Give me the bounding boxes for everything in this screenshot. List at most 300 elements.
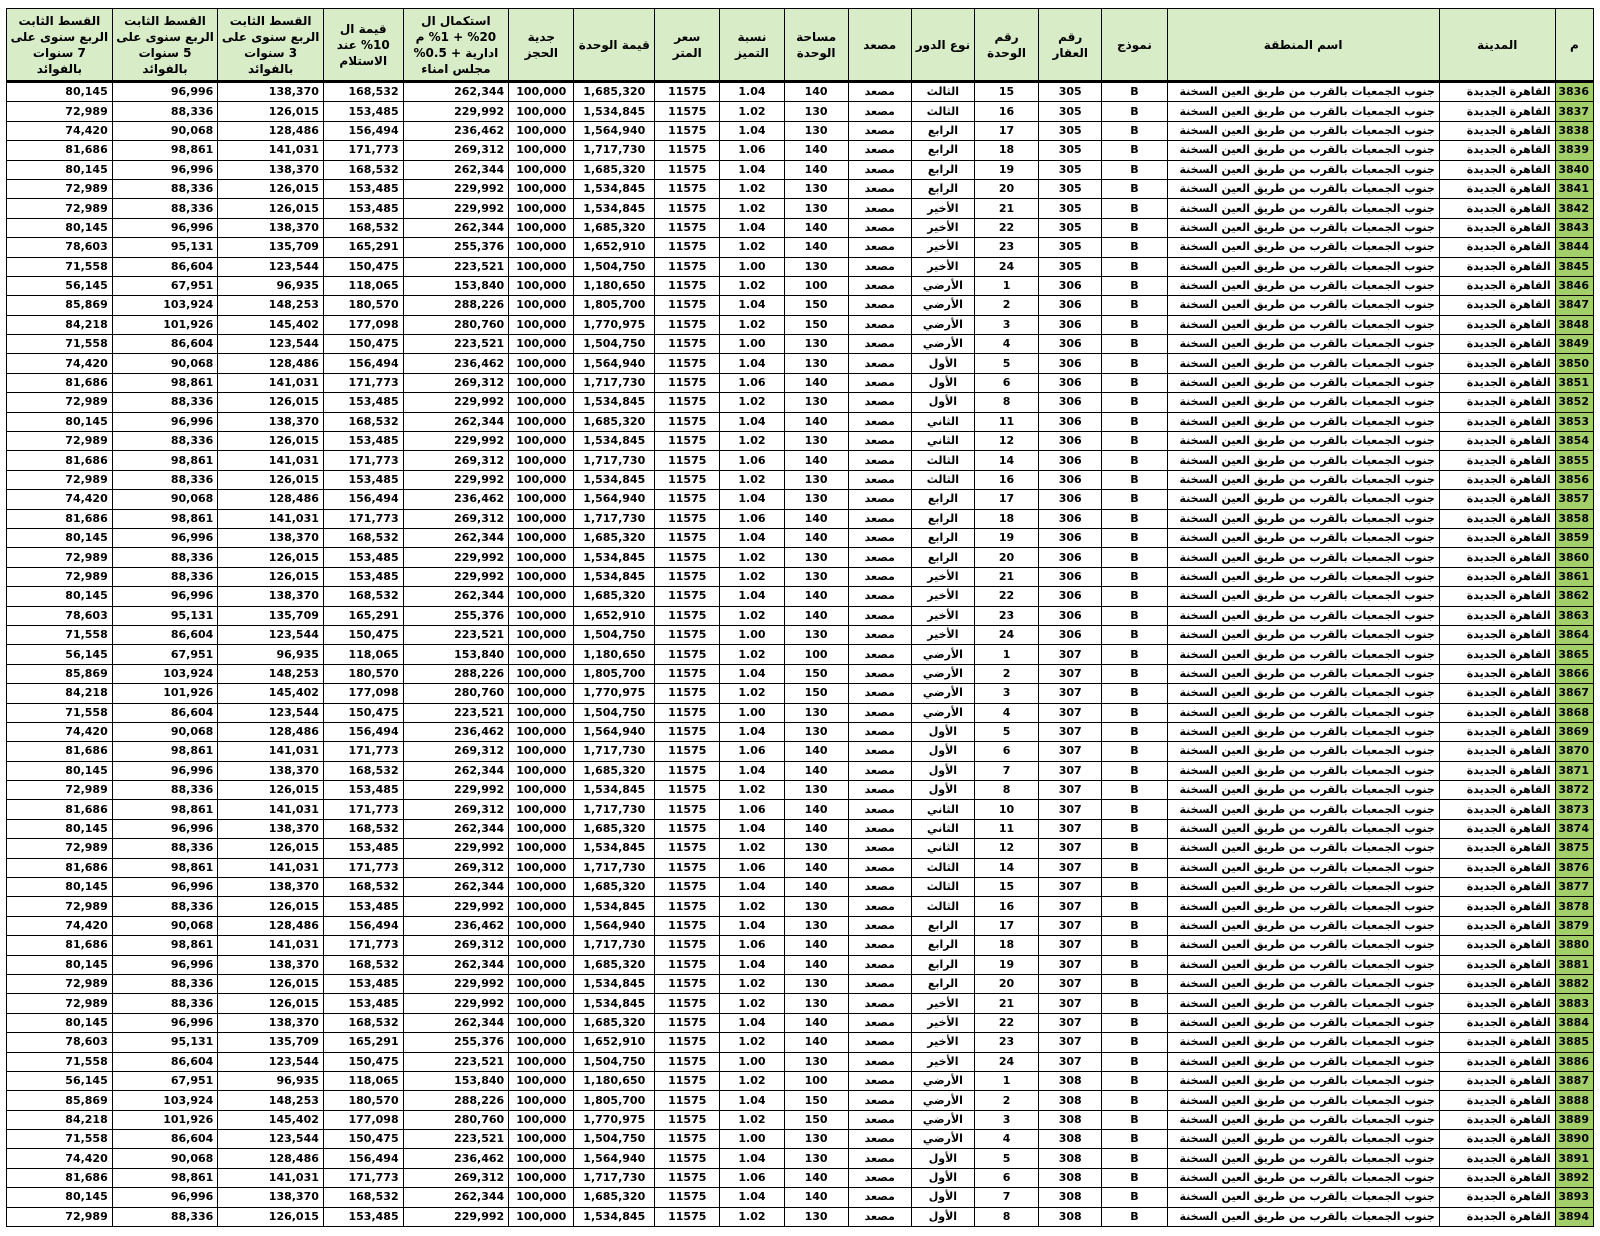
cell-city: القاهرة الجديدة [1439, 684, 1555, 703]
cell-unit-value: 1,534,845 [574, 199, 655, 218]
cell-property: 305 [1039, 160, 1102, 179]
cell-floor: الأخير [911, 199, 974, 218]
cell-elevator: مصعد [848, 955, 911, 974]
cell-area: جنوب الجمعيات بالقرب من طريق العين السخنة [1167, 315, 1439, 334]
cell-meter-price: 11575 [655, 974, 720, 993]
cell-city: القاهرة الجديدة [1439, 878, 1555, 897]
cell-unit: 20 [974, 548, 1038, 567]
cell-installment-5y: 88,336 [112, 567, 218, 586]
cell-floor: الأول [911, 742, 974, 761]
cell-booking: 100,000 [509, 432, 574, 451]
cell-receipt: 156,494 [323, 1149, 403, 1168]
cell-premium: 1.04 [720, 121, 784, 140]
cell-completion: 262,344 [403, 819, 509, 838]
cell-completion: 223,521 [403, 335, 509, 354]
cell-premium: 1.02 [720, 645, 784, 664]
cell-receipt: 171,773 [323, 800, 403, 819]
cell-unit-value: 1,717,730 [574, 509, 655, 528]
cell-model: B [1102, 1033, 1167, 1052]
cell-installment-3y: 138,370 [218, 1013, 324, 1032]
cell-unit-value: 1,685,320 [574, 1013, 655, 1032]
cell-completion: 262,344 [403, 218, 509, 237]
cell-elevator: مصعد [848, 179, 911, 198]
cell-installment-5y: 103,924 [112, 296, 218, 315]
cell-unit: 2 [974, 664, 1038, 683]
cell-installment-3y: 135,709 [218, 1033, 324, 1052]
cell-booking: 100,000 [509, 1110, 574, 1129]
cell-unit: 5 [974, 354, 1038, 373]
cell-meter-price: 11575 [655, 761, 720, 780]
cell-booking: 100,000 [509, 1091, 574, 1110]
cell-receipt: 153,485 [323, 974, 403, 993]
cell-unit: 10 [974, 800, 1038, 819]
cell-size: 130 [784, 1207, 848, 1226]
cell-unit-value: 1,534,845 [574, 1207, 655, 1226]
cell-premium: 1.04 [720, 878, 784, 897]
cell-unit: 6 [974, 742, 1038, 761]
header-receipt: قيمة ال 10% عند الاستلام [323, 9, 403, 82]
header-area: اسم المنطقة [1167, 9, 1439, 82]
cell-property: 307 [1039, 858, 1102, 877]
cell-completion: 262,344 [403, 528, 509, 547]
cell-premium: 1.06 [720, 858, 784, 877]
cell-installment-5y: 96,996 [112, 528, 218, 547]
cell-city: القاهرة الجديدة [1439, 82, 1555, 102]
cell-receipt: 153,485 [323, 781, 403, 800]
cell-property: 305 [1039, 218, 1102, 237]
cell-unit-value: 1,564,940 [574, 354, 655, 373]
cell-completion: 255,376 [403, 1033, 509, 1052]
cell-index: 3892 [1555, 1168, 1593, 1187]
cell-installment-7y: 56,145 [7, 645, 113, 664]
cell-area: جنوب الجمعيات بالقرب من طريق العين السخنة [1167, 393, 1439, 412]
cell-size: 130 [784, 432, 848, 451]
cell-installment-7y: 71,558 [7, 625, 113, 644]
cell-model: B [1102, 1168, 1167, 1187]
cell-unit: 14 [974, 451, 1038, 470]
cell-receipt: 168,532 [323, 1013, 403, 1032]
cell-completion: 262,344 [403, 82, 509, 102]
cell-unit-value: 1,504,750 [574, 1052, 655, 1071]
cell-unit: 20 [974, 974, 1038, 993]
cell-index: 3848 [1555, 315, 1593, 334]
cell-receipt: 180,570 [323, 1091, 403, 1110]
cell-booking: 100,000 [509, 257, 574, 276]
cell-floor: الثالث [911, 102, 974, 121]
cell-unit: 24 [974, 625, 1038, 644]
table-row [7, 102, 1594, 121]
cell-area: جنوب الجمعيات بالقرب من طريق العين السخنة [1167, 1071, 1439, 1090]
cell-model: B [1102, 432, 1167, 451]
cell-property: 308 [1039, 1168, 1102, 1187]
cell-elevator: مصعد [848, 722, 911, 741]
cell-premium: 1.02 [720, 839, 784, 858]
cell-property: 306 [1039, 393, 1102, 412]
cell-property: 307 [1039, 955, 1102, 974]
cell-meter-price: 11575 [655, 451, 720, 470]
cell-installment-3y: 96,935 [218, 276, 324, 295]
table-row [7, 1149, 1594, 1168]
cell-premium: 1.02 [720, 994, 784, 1013]
cell-index: 3883 [1555, 994, 1593, 1013]
cell-floor: الأول [911, 722, 974, 741]
cell-premium: 1.04 [720, 819, 784, 838]
cell-area: جنوب الجمعيات بالقرب من طريق العين السخنة [1167, 102, 1439, 121]
cell-premium: 1.02 [720, 1071, 784, 1090]
cell-completion: 223,521 [403, 703, 509, 722]
cell-receipt: 180,570 [323, 664, 403, 683]
cell-index: 3862 [1555, 587, 1593, 606]
cell-model: B [1102, 974, 1167, 993]
cell-city: القاهرة الجديدة [1439, 1168, 1555, 1187]
cell-city: القاهرة الجديدة [1439, 1033, 1555, 1052]
units-price-table [6, 8, 1594, 1227]
cell-unit: 2 [974, 1091, 1038, 1110]
cell-booking: 100,000 [509, 567, 574, 586]
cell-meter-price: 11575 [655, 1168, 720, 1187]
table-row [7, 567, 1594, 586]
table-row [7, 354, 1594, 373]
cell-meter-price: 11575 [655, 276, 720, 295]
cell-booking: 100,000 [509, 1130, 574, 1149]
cell-installment-5y: 96,996 [112, 955, 218, 974]
cell-city: القاهرة الجديدة [1439, 1149, 1555, 1168]
cell-area: جنوب الجمعيات بالقرب من طريق العين السخنة [1167, 1013, 1439, 1032]
cell-premium: 1.04 [720, 354, 784, 373]
cell-unit: 12 [974, 839, 1038, 858]
cell-booking: 100,000 [509, 393, 574, 412]
cell-meter-price: 11575 [655, 800, 720, 819]
cell-size: 140 [784, 160, 848, 179]
cell-area: جنوب الجمعيات بالقرب من طريق العين السخنة [1167, 160, 1439, 179]
cell-index: 3894 [1555, 1207, 1593, 1226]
cell-property: 307 [1039, 800, 1102, 819]
cell-meter-price: 11575 [655, 296, 720, 315]
cell-unit: 4 [974, 1130, 1038, 1149]
cell-meter-price: 11575 [655, 141, 720, 160]
cell-unit: 3 [974, 684, 1038, 703]
cell-unit-value: 1,504,750 [574, 335, 655, 354]
cell-unit: 23 [974, 1033, 1038, 1052]
cell-booking: 100,000 [509, 684, 574, 703]
cell-model: B [1102, 761, 1167, 780]
cell-unit-value: 1,564,940 [574, 1149, 655, 1168]
cell-premium: 1.04 [720, 955, 784, 974]
cell-installment-7y: 81,686 [7, 141, 113, 160]
cell-index: 3891 [1555, 1149, 1593, 1168]
cell-area: جنوب الجمعيات بالقرب من طريق العين السخنة [1167, 179, 1439, 198]
cell-model: B [1102, 470, 1167, 489]
header-row [7, 9, 1594, 82]
cell-index: 3851 [1555, 373, 1593, 392]
cell-installment-7y: 71,558 [7, 1052, 113, 1071]
cell-unit: 3 [974, 315, 1038, 334]
cell-area: جنوب الجمعيات بالقرب من طريق العين السخنة [1167, 936, 1439, 955]
table-row [7, 490, 1594, 509]
cell-floor: الأخير [911, 1052, 974, 1071]
cell-unit: 4 [974, 335, 1038, 354]
cell-property: 306 [1039, 587, 1102, 606]
cell-model: B [1102, 819, 1167, 838]
cell-floor: الأخير [911, 257, 974, 276]
cell-unit: 19 [974, 955, 1038, 974]
cell-city: القاهرة الجديدة [1439, 994, 1555, 1013]
cell-floor: الأرضي [911, 664, 974, 683]
cell-city: القاهرة الجديدة [1439, 955, 1555, 974]
table-row [7, 1091, 1594, 1110]
cell-index: 3867 [1555, 684, 1593, 703]
cell-installment-5y: 96,996 [112, 878, 218, 897]
cell-area: جنوب الجمعيات بالقرب من طريق العين السخنة [1167, 490, 1439, 509]
cell-unit-value: 1,534,845 [574, 567, 655, 586]
cell-floor: الثاني [911, 800, 974, 819]
cell-premium: 1.02 [720, 276, 784, 295]
cell-premium: 1.00 [720, 1052, 784, 1071]
table-row [7, 800, 1594, 819]
cell-size: 140 [784, 141, 848, 160]
cell-installment-3y: 123,544 [218, 1052, 324, 1071]
table-row [7, 509, 1594, 528]
cell-model: B [1102, 781, 1167, 800]
cell-area: جنوب الجمعيات بالقرب من طريق العين السخنة [1167, 916, 1439, 935]
cell-booking: 100,000 [509, 121, 574, 140]
cell-installment-3y: 126,015 [218, 179, 324, 198]
cell-installment-3y: 126,015 [218, 897, 324, 916]
cell-floor: الأرضي [911, 645, 974, 664]
cell-installment-7y: 72,989 [7, 548, 113, 567]
cell-completion: 269,312 [403, 858, 509, 877]
cell-index: 3838 [1555, 121, 1593, 140]
cell-elevator: مصعد [848, 567, 911, 586]
cell-property: 307 [1039, 703, 1102, 722]
cell-elevator: مصعد [848, 994, 911, 1013]
cell-premium: 1.02 [720, 606, 784, 625]
cell-installment-5y: 88,336 [112, 432, 218, 451]
cell-elevator: مصعد [848, 160, 911, 179]
cell-model: B [1102, 1110, 1167, 1129]
cell-installment-5y: 98,861 [112, 742, 218, 761]
cell-installment-7y: 72,989 [7, 199, 113, 218]
cell-booking: 100,000 [509, 936, 574, 955]
cell-index: 3843 [1555, 218, 1593, 237]
cell-installment-3y: 138,370 [218, 82, 324, 102]
cell-floor: الأرضي [911, 276, 974, 295]
cell-size: 130 [784, 567, 848, 586]
cell-floor: الأخير [911, 587, 974, 606]
table-row [7, 839, 1594, 858]
cell-meter-price: 11575 [655, 625, 720, 644]
cell-unit: 24 [974, 257, 1038, 276]
cell-unit-value: 1,717,730 [574, 742, 655, 761]
cell-property: 308 [1039, 1091, 1102, 1110]
cell-installment-5y: 86,604 [112, 625, 218, 644]
cell-area: جنوب الجمعيات بالقرب من طريق العين السخنة [1167, 1130, 1439, 1149]
cell-installment-5y: 98,861 [112, 800, 218, 819]
cell-completion: 223,521 [403, 625, 509, 644]
table-row [7, 606, 1594, 625]
cell-property: 307 [1039, 1013, 1102, 1032]
cell-completion: 229,992 [403, 781, 509, 800]
cell-model: B [1102, 916, 1167, 935]
cell-installment-5y: 98,861 [112, 1168, 218, 1187]
cell-installment-3y: 128,486 [218, 1149, 324, 1168]
cell-installment-7y: 72,989 [7, 470, 113, 489]
cell-meter-price: 11575 [655, 1149, 720, 1168]
table-row [7, 858, 1594, 877]
cell-installment-5y: 96,996 [112, 819, 218, 838]
cell-installment-3y: 126,015 [218, 102, 324, 121]
cell-area: جنوب الجمعيات بالقرب من طريق العين السخنة [1167, 451, 1439, 470]
cell-property: 307 [1039, 839, 1102, 858]
cell-model: B [1102, 373, 1167, 392]
cell-elevator: مصعد [848, 373, 911, 392]
cell-premium: 1.02 [720, 1033, 784, 1052]
cell-receipt: 171,773 [323, 141, 403, 160]
cell-floor: الثالث [911, 470, 974, 489]
cell-installment-5y: 96,996 [112, 1188, 218, 1207]
table-row [7, 160, 1594, 179]
cell-completion: 236,462 [403, 722, 509, 741]
cell-area: جنوب الجمعيات بالقرب من طريق العين السخنة [1167, 994, 1439, 1013]
cell-booking: 100,000 [509, 335, 574, 354]
cell-installment-7y: 81,686 [7, 451, 113, 470]
cell-area: جنوب الجمعيات بالقرب من طريق العين السخنة [1167, 974, 1439, 993]
cell-unit-value: 1,504,750 [574, 703, 655, 722]
cell-index: 3858 [1555, 509, 1593, 528]
cell-installment-7y: 72,989 [7, 567, 113, 586]
cell-size: 130 [784, 354, 848, 373]
cell-meter-price: 11575 [655, 839, 720, 858]
cell-installment-5y: 88,336 [112, 839, 218, 858]
cell-elevator: مصعد [848, 1149, 911, 1168]
cell-premium: 1.04 [720, 1091, 784, 1110]
cell-city: القاهرة الجديدة [1439, 199, 1555, 218]
cell-meter-price: 11575 [655, 684, 720, 703]
cell-property: 306 [1039, 335, 1102, 354]
cell-meter-price: 11575 [655, 528, 720, 547]
cell-installment-7y: 81,686 [7, 800, 113, 819]
cell-unit-value: 1,534,845 [574, 393, 655, 412]
cell-receipt: 150,475 [323, 257, 403, 276]
cell-premium: 1.04 [720, 490, 784, 509]
cell-installment-5y: 88,336 [112, 974, 218, 993]
header-installment-5y: القسط الثابت الربع سنوى على 5 سنوات بالفوائد [112, 9, 218, 82]
cell-unit: 21 [974, 567, 1038, 586]
cell-index: 3839 [1555, 141, 1593, 160]
cell-city: القاهرة الجديدة [1439, 218, 1555, 237]
cell-installment-5y: 95,131 [112, 606, 218, 625]
cell-floor: الرابع [911, 141, 974, 160]
cell-unit-value: 1,685,320 [574, 587, 655, 606]
cell-premium: 1.04 [720, 160, 784, 179]
table-row [7, 470, 1594, 489]
cell-city: القاهرة الجديدة [1439, 1052, 1555, 1071]
cell-index: 3844 [1555, 238, 1593, 257]
cell-city: القاهرة الجديدة [1439, 490, 1555, 509]
cell-index: 3890 [1555, 1130, 1593, 1149]
cell-meter-price: 11575 [655, 354, 720, 373]
cell-unit-value: 1,685,320 [574, 761, 655, 780]
cell-unit: 18 [974, 509, 1038, 528]
cell-installment-7y: 74,420 [7, 916, 113, 935]
cell-elevator: مصعد [848, 1091, 911, 1110]
cell-premium: 1.04 [720, 587, 784, 606]
cell-city: القاهرة الجديدة [1439, 606, 1555, 625]
cell-completion: 229,992 [403, 974, 509, 993]
cell-installment-3y: 138,370 [218, 587, 324, 606]
cell-booking: 100,000 [509, 1052, 574, 1071]
cell-premium: 1.04 [720, 296, 784, 315]
cell-floor: الثاني [911, 839, 974, 858]
cell-completion: 280,760 [403, 1110, 509, 1129]
cell-installment-7y: 72,989 [7, 1207, 113, 1226]
cell-premium: 1.02 [720, 102, 784, 121]
cell-elevator: مصعد [848, 587, 911, 606]
cell-premium: 1.00 [720, 257, 784, 276]
cell-floor: الأرضي [911, 1071, 974, 1090]
cell-size: 140 [784, 606, 848, 625]
table-row [7, 528, 1594, 547]
cell-meter-price: 11575 [655, 878, 720, 897]
cell-installment-7y: 72,989 [7, 781, 113, 800]
header-meter-price: سعر المتر [655, 9, 720, 82]
cell-index: 3864 [1555, 625, 1593, 644]
cell-unit: 11 [974, 412, 1038, 431]
table-header [7, 9, 1594, 82]
cell-receipt: 171,773 [323, 936, 403, 955]
cell-area: جنوب الجمعيات بالقرب من طريق العين السخنة [1167, 955, 1439, 974]
cell-installment-7y: 78,603 [7, 606, 113, 625]
cell-meter-price: 11575 [655, 819, 720, 838]
cell-booking: 100,000 [509, 373, 574, 392]
cell-premium: 1.06 [720, 742, 784, 761]
cell-floor: الأخير [911, 625, 974, 644]
cell-elevator: مصعد [848, 528, 911, 547]
cell-area: جنوب الجمعيات بالقرب من طريق العين السخنة [1167, 335, 1439, 354]
cell-area: جنوب الجمعيات بالقرب من طريق العين السخنة [1167, 897, 1439, 916]
cell-unit-value: 1,652,910 [574, 606, 655, 625]
cell-elevator: مصعد [848, 1052, 911, 1071]
cell-model: B [1102, 606, 1167, 625]
cell-installment-7y: 85,869 [7, 296, 113, 315]
cell-size: 150 [784, 684, 848, 703]
cell-installment-3y: 126,015 [218, 974, 324, 993]
cell-unit: 8 [974, 1207, 1038, 1226]
cell-size: 140 [784, 373, 848, 392]
cell-unit: 24 [974, 1052, 1038, 1071]
cell-booking: 100,000 [509, 878, 574, 897]
cell-size: 130 [784, 897, 848, 916]
cell-premium: 1.04 [720, 1013, 784, 1032]
cell-premium: 1.00 [720, 703, 784, 722]
cell-receipt: 171,773 [323, 1168, 403, 1187]
cell-installment-3y: 141,031 [218, 509, 324, 528]
cell-property: 306 [1039, 509, 1102, 528]
cell-size: 140 [784, 1013, 848, 1032]
cell-index: 3893 [1555, 1188, 1593, 1207]
cell-installment-3y: 96,935 [218, 1071, 324, 1090]
cell-installment-3y: 145,402 [218, 1110, 324, 1129]
cell-model: B [1102, 296, 1167, 315]
cell-meter-price: 11575 [655, 548, 720, 567]
cell-area: جنوب الجمعيات بالقرب من طريق العين السخنة [1167, 722, 1439, 741]
cell-city: القاهرة الجديدة [1439, 412, 1555, 431]
cell-installment-5y: 86,604 [112, 1052, 218, 1071]
cell-premium: 1.02 [720, 470, 784, 489]
cell-unit: 21 [974, 199, 1038, 218]
cell-unit: 8 [974, 781, 1038, 800]
cell-installment-5y: 103,924 [112, 664, 218, 683]
